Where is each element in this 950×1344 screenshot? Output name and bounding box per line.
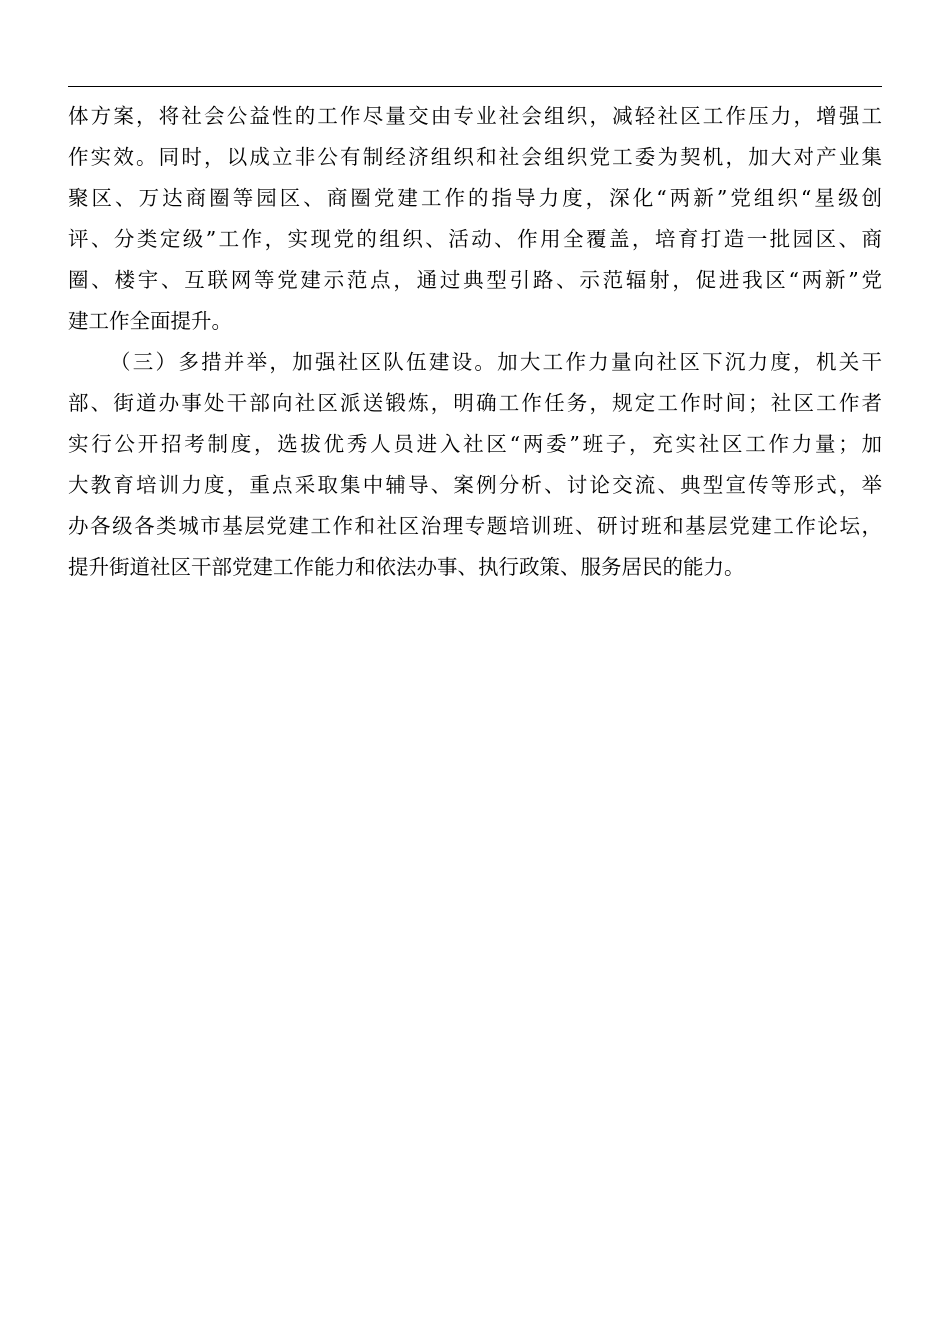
header-rule — [68, 86, 882, 87]
text-line: 聚区、万达商圈等园区、商圈党建工作的指导力度，深化“两新”党组织“星级创 — [68, 186, 882, 210]
text-line: 评、分类定级”工作，实现党的组织、活动、作用全覆盖，培育打造一批园区、商 — [68, 227, 882, 251]
text-line: （三）多措并举，加强社区队伍建设。加大工作力量向社区下沉力度，机关干 — [110, 350, 882, 374]
text-line: 圈、楼宇、互联网等党建示范点，通过典型引路、示范辐射，促进我区“两新”党 — [68, 268, 882, 292]
text-line: 大教育培训力度，重点采取集中辅导、案例分析、讨论交流、典型宣传等形式，举 — [68, 473, 882, 497]
text-line: 实行公开招考制度，选拔优秀人员进入社区“两委”班子，充实社区工作力量；加 — [68, 432, 882, 456]
text-line: 部、街道办事处干部向社区派送锻炼，明确工作任务，规定工作时间；社区工作者 — [68, 391, 882, 415]
text-line: 建工作全面提升。 — [68, 309, 232, 333]
text-line: 提升街道社区干部党建工作能力和依法办事、执行政策、服务居民的能力。 — [68, 555, 745, 579]
paragraph-section-three — [68, 342, 882, 588]
paragraph-continuation — [68, 96, 882, 342]
text-line: 体方案，将社会公益性的工作尽量交由专业社会组织，减轻社区工作压力，增强工 — [68, 104, 882, 128]
document-body — [68, 96, 882, 588]
text-line: 办各级各类城市基层党建工作和社区治理专题培训班、研讨班和基层党建工作论坛， — [68, 514, 882, 538]
text-line: 作实效。同时，以成立非公有制经济组织和社会组织党工委为契机，加大对产业集 — [68, 145, 882, 169]
